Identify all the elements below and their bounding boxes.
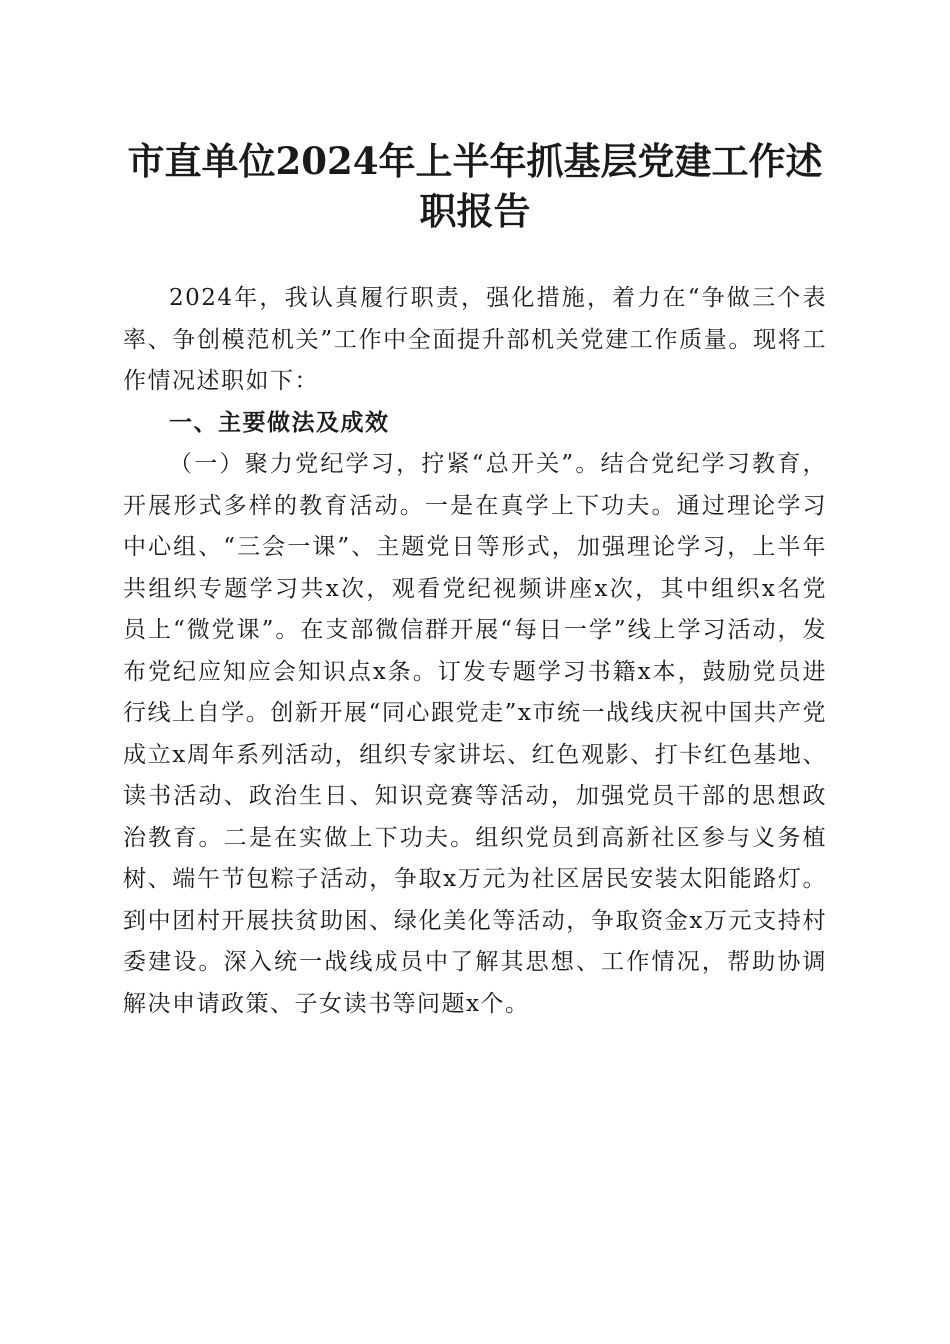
document-body xyxy=(123,278,827,1025)
document-title: 市直单位2024年上半年抓基层党建工作述职报告 xyxy=(127,139,823,233)
subsection-body: 结合党纪学习教育，开展形式多样的教育活动。一是在真学上下功夫。通过理论学习中心组、“三会一课”、主题党日等形式，加强理论学习，上半年共组织专题学习共x次，观看党纪视频讲座x次，其中组织x名党员上“微党课”。在支部微信群开展“每日一学”线上学习活动，发布党纪应知应会知识点x条。订发专题学习书籍x本，鼓励党员进行线上自学。创新开展“同心跟党走”x市统一战线庆祝中国共产党成立x周年系列活动，组织专家讲坛、红色观影、打卡红色基地、读书活动、政治生日、知识竞赛等活动，加强党员干部的思想政治教育。二是在实做上下功夫。组织党员到高新社区参与义务植树、端午节包粽子活动，争取x万元为社区居民安装太阳能路灯。到中团村开展扶贫助困、绿化美化等活动，争取资金x万元支持村委建设。深入统一战线成员中了解其思想、工作情况，帮助协调解决申请政策、子女读书等问题x个。 xyxy=(123,451,827,1017)
intro-paragraph: 2024年，我认真履行职责，强化措施，着力在“争做三个表率、争创模范机关”工作中全面提升部机关党建工作质量。现将工作情况述职如下： xyxy=(123,285,827,394)
subsection-title: （一）聚力党纪学习，拧紧“总开关”。 xyxy=(169,451,601,477)
subsection-paragraph xyxy=(123,444,827,1025)
section-heading: 一、主要做法及成效 xyxy=(169,409,390,436)
